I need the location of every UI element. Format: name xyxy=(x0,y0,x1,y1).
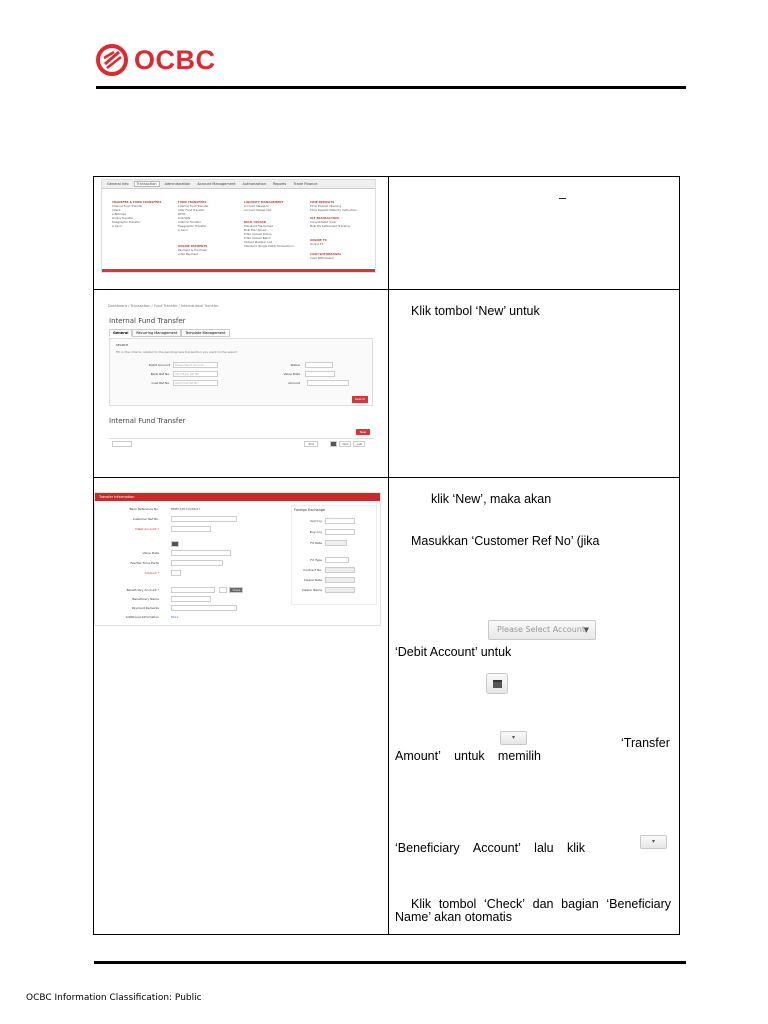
menu-tab[interactable]: Administration xyxy=(164,182,191,186)
pager-next[interactable]: Next xyxy=(339,441,351,447)
step-row-1 xyxy=(94,177,680,290)
menu-column: SLT TRANSACTION Consolidated View Bulk DS Settlement Tracking xyxy=(310,216,350,228)
debit-account-select[interactable] xyxy=(171,526,211,532)
menu-tab[interactable]: General Info xyxy=(107,182,129,186)
value-date-input[interactable] xyxy=(171,550,231,556)
menu-screenshot xyxy=(101,179,376,273)
step-3-justified-line: ‘Beneficiary Account’ lalu klik xyxy=(395,841,585,855)
screen-tabs xyxy=(109,329,230,337)
field-label: Value Date xyxy=(142,551,159,555)
fx-label: FX Type xyxy=(310,558,322,562)
fx-dealer-name-input[interactable] xyxy=(325,587,355,593)
classification-label: OCBC Information Classification: Public xyxy=(26,993,202,1003)
fx-label: FX Rate xyxy=(310,541,322,545)
transfer-form-screenshot xyxy=(94,492,381,626)
step-3-justified-line: Klik tombol ‘Check’ dan bagian ‘Beneficiary xyxy=(411,897,671,911)
search-button[interactable]: Search xyxy=(352,396,368,403)
bank-ref-value: BMFC220719/86/17 xyxy=(171,507,201,511)
list-divider xyxy=(109,438,374,439)
menu-column: TRANSFER & FUND TRANSFERS Internal Fund Transfer Interb e-Bitmaps Online Transfer Telegraphic Transfer e-Cecil xyxy=(112,200,162,228)
fx-label: Buy Ccy xyxy=(309,530,322,534)
step-row-2 xyxy=(94,290,680,478)
fx-buy-input[interactable] xyxy=(325,529,355,535)
fx-label: Sell Ccy xyxy=(310,519,322,523)
fx-panel xyxy=(291,505,377,605)
pager-last[interactable]: Last xyxy=(353,441,365,447)
field-label: Debit Account xyxy=(148,363,170,367)
step-3-text-line: ‘Transfer xyxy=(621,736,670,750)
transfer-list-screenshot xyxy=(108,304,375,460)
menu-column: ONLINE PAYMENTS Payment & Purchase e-Tax Payment xyxy=(178,244,208,256)
fx-rate-input[interactable] xyxy=(325,540,347,546)
step-2-screenshot-cell xyxy=(94,290,389,478)
step-3-text-line: Masukkan ‘Customer Ref No’ (jika xyxy=(411,534,600,548)
field-label: Bank Reference No. xyxy=(129,507,159,511)
more-link[interactable]: More xyxy=(171,615,179,619)
beneficiary-account-select[interactable] xyxy=(171,587,215,593)
menu-column: BULK UPLOAD Standard File Upload Bulk File Upload E-Tax Upload Online E-Tax Upload Batch Upload Member List Standard (Single Debit Transaction) xyxy=(244,220,294,248)
menu-bottom-accent xyxy=(102,269,375,272)
field-label: Amount xyxy=(288,381,300,385)
breadcrumb: Dashboard / Transaction / Fund Transfer / International Transfer xyxy=(108,304,219,308)
cust-ref-input[interactable]: Input Cust Ref No. xyxy=(173,380,218,386)
page-size-select[interactable] xyxy=(112,441,132,447)
step-1-text-cell xyxy=(389,177,680,290)
screen-title: Internal Fund Transfer xyxy=(109,317,186,325)
field-label: Cust Ref No. xyxy=(151,381,170,385)
list-title: Internal Fund Transfer xyxy=(109,417,186,425)
field-label: Payment Remarks xyxy=(131,606,159,610)
field-label: Bank Ref No. xyxy=(150,372,170,376)
currency-select[interactable] xyxy=(171,570,181,576)
step-row-3 xyxy=(94,478,680,935)
field-label: Fee/Tax Time Earth xyxy=(130,561,159,565)
pager-prev[interactable]: Prev xyxy=(304,441,318,447)
fx-title: Foreign Exchange xyxy=(294,508,326,512)
select-placeholder: Please Select Account xyxy=(497,625,586,634)
fx-label: Dealer Name xyxy=(302,588,322,592)
chevron-down-icon: ▼ xyxy=(583,626,589,634)
field-label: Debit Account * xyxy=(135,527,159,531)
fee-select[interactable] xyxy=(171,560,223,566)
footer-divider xyxy=(94,961,686,964)
step-2-text-line: Klik tombol ‘New’ untuk xyxy=(411,304,540,318)
search-hint: Fill in the criteria, related to the pending/new transaction you want to the search xyxy=(116,350,238,354)
menu-bar xyxy=(102,180,375,189)
new-button[interactable]: New xyxy=(356,429,370,435)
tab-recurring[interactable]: Recurring Management xyxy=(132,329,181,337)
ocbc-logo xyxy=(96,44,216,76)
step-1-dash: – xyxy=(559,191,566,205)
value-date-input[interactable] xyxy=(305,371,335,377)
fx-contract-input[interactable] xyxy=(325,567,355,573)
field-label: Beneficiary Name xyxy=(132,597,159,601)
field-label: Additional Information xyxy=(125,615,159,619)
amount-input[interactable] xyxy=(307,380,349,386)
beneficiary-search-button[interactable] xyxy=(219,587,227,593)
ocbc-logo-icon xyxy=(96,44,128,76)
field-label: Value Date xyxy=(283,372,300,376)
tab-general[interactable]: General xyxy=(109,329,132,337)
field-label: Customer Ref No. xyxy=(132,517,159,521)
chevron-down-icon: ▾ xyxy=(500,731,527,745)
menu-tab[interactable]: Account Management xyxy=(197,182,236,186)
step-3-text-line: klik ‘New’, maka akan xyxy=(431,492,552,506)
check-button[interactable]: Check xyxy=(229,587,243,593)
search-section-label: SEARCH xyxy=(116,343,129,347)
fx-type-select[interactable] xyxy=(325,557,349,563)
payment-remarks-input[interactable] xyxy=(171,605,237,611)
calendar-icon xyxy=(486,673,508,694)
fx-label: Dealer Rate xyxy=(304,578,322,582)
steps-table xyxy=(93,176,680,935)
step-1-screenshot-cell xyxy=(94,177,389,290)
menu-tab[interactable]: Transaction xyxy=(134,181,160,187)
customer-ref-input[interactable] xyxy=(171,516,237,522)
menu-tab[interactable]: Reports xyxy=(272,182,287,186)
menu-column: CASH WITHDRAWAL Cash Withdrawal xyxy=(310,252,342,260)
menu-tab[interactable]: Authorization xyxy=(242,182,266,186)
status-select[interactable] xyxy=(305,362,333,368)
header-divider xyxy=(96,86,686,89)
search-panel xyxy=(109,338,373,406)
chevron-down-icon: ▾ xyxy=(640,835,667,849)
brand-name: OCBC xyxy=(134,44,216,75)
small-button[interactable] xyxy=(171,541,179,547)
field-label: Beneficiary Account * xyxy=(126,588,159,592)
field-label: Status xyxy=(290,363,300,367)
fx-dealer-rate-input[interactable] xyxy=(325,577,355,583)
step-3-text-line: ‘Debit Account’ untuk xyxy=(395,645,512,659)
beneficiary-name-input xyxy=(171,596,211,602)
pager-current[interactable] xyxy=(330,441,337,447)
fx-label: Contract No. xyxy=(303,568,322,572)
tab-template[interactable]: Template Management xyxy=(181,329,229,337)
menu-tab[interactable]: Trade Finance xyxy=(293,182,318,186)
step-2-text-cell xyxy=(389,290,680,478)
step-3-screenshot-cell xyxy=(94,478,389,935)
step-3-justified-line: Amount’ untuk memilih xyxy=(395,749,541,763)
field-label: Amount * xyxy=(144,571,159,575)
fx-sell-input[interactable] xyxy=(325,518,355,524)
form-header: Transfer Information xyxy=(95,493,380,501)
step-3-text-line: Name’ akan otomatis xyxy=(395,910,512,924)
menu-column: LIQUIDITY MANAGEMENT Account Sweep In Account Sweep Out xyxy=(244,200,284,212)
debit-account-input[interactable]: Please Select Account xyxy=(173,362,218,368)
step-3-text-cell xyxy=(389,478,680,935)
menu-column: ONLINE FX Online FX xyxy=(310,238,327,246)
debit-account-select-widget xyxy=(488,620,596,640)
menu-column: FUND TRANSFERS Internal Fund Transfer Inter Fund Transfer RTGS LLG/SKN Internal Transfer Telegraphic Transfer e-Cecil xyxy=(178,200,209,232)
menu-column: TIME DEPOSITS Time Deposit Opening Time Deposit Maturity Instruction xyxy=(310,200,357,212)
bank-ref-input[interactable]: Input Bank Ref No. xyxy=(173,371,218,377)
